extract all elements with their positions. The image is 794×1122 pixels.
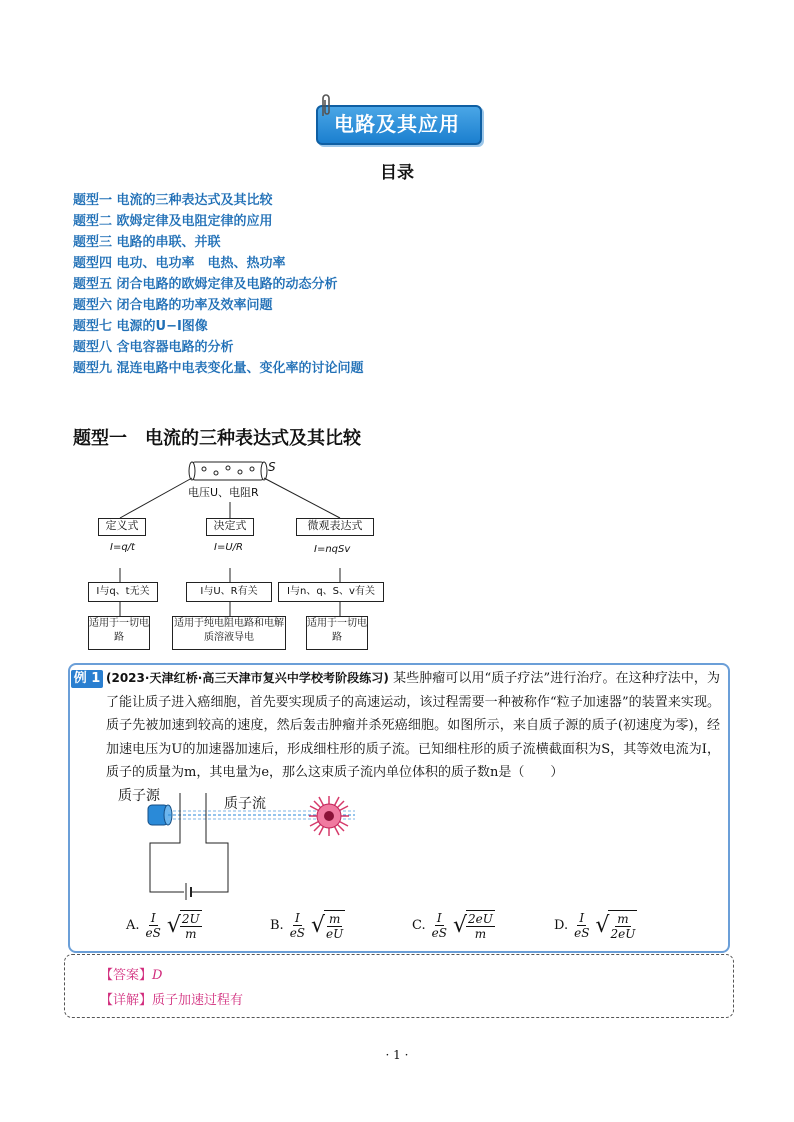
radicand-denominator: 2eU bbox=[610, 927, 636, 941]
toc-heading: 目录 bbox=[380, 163, 414, 183]
toc-item[interactable]: 题型九 混连电路中电表变化量、变化率的讨论问题 bbox=[73, 361, 364, 376]
answer-value: D bbox=[152, 968, 163, 983]
detail-label: 【详解】 bbox=[100, 993, 153, 1008]
toc-item[interactable]: 题型一 电流的三种表达式及其比较 bbox=[73, 193, 273, 208]
section-heading: 题型一 电流的三种表达式及其比较 bbox=[73, 428, 361, 449]
sqrt-expression bbox=[311, 910, 345, 941]
proton-accelerator-figure bbox=[110, 785, 390, 900]
denominator: eS bbox=[289, 926, 306, 940]
toc-item[interactable]: 题型五 闭合电路的欧姆定律及电路的动态分析 bbox=[73, 277, 338, 292]
detail-text: 质子加速过程有 bbox=[152, 993, 244, 1008]
numerator: I bbox=[579, 911, 585, 925]
relation-box: I与q、t无关 bbox=[88, 582, 158, 602]
page-title: 电路及其应用 bbox=[334, 112, 460, 136]
answer-options bbox=[126, 910, 726, 950]
toc-item[interactable]: 题型七 电源的U−I图像 bbox=[73, 319, 208, 334]
scope-box: 适用于纯电阻电路和电解质溶液导电 bbox=[172, 616, 286, 650]
relation-box: I与n、q、S、v有关 bbox=[278, 582, 384, 602]
option-letter: B. bbox=[270, 918, 284, 933]
determination-formula: I=U/R bbox=[214, 542, 243, 553]
page-number: · 1 · bbox=[385, 1048, 409, 1062]
radicand bbox=[466, 910, 495, 941]
radicand-denominator: eU bbox=[326, 927, 344, 941]
table-of-contents bbox=[73, 190, 573, 379]
option-c[interactable] bbox=[412, 910, 495, 941]
micro-expression-box: 微观表达式 bbox=[296, 518, 374, 536]
voltage-resistance-label: 电压U、电阻R bbox=[188, 486, 259, 499]
example-question bbox=[106, 667, 720, 785]
numerator: I bbox=[150, 911, 156, 925]
answer-box bbox=[64, 954, 734, 1018]
sqrt-expression bbox=[453, 910, 495, 941]
option-d[interactable] bbox=[554, 910, 637, 941]
micro-formula: I=nqSv bbox=[314, 544, 351, 555]
radicand-denominator: m bbox=[474, 927, 487, 941]
cross-section-label: S bbox=[268, 460, 276, 474]
scope-box: 适用于一切电路 bbox=[306, 616, 368, 650]
definition-box: 定义式 bbox=[98, 518, 146, 536]
toc-item[interactable]: 题型六 闭合电路的功率及效率问题 bbox=[73, 298, 273, 313]
detail-line bbox=[100, 989, 243, 1008]
option-fraction bbox=[572, 911, 591, 940]
radicand-numerator: 2U bbox=[181, 912, 200, 926]
toc-item[interactable]: 题型八 含电容器电路的分析 bbox=[73, 340, 234, 355]
sqrt-sign: √ bbox=[311, 912, 326, 938]
sqrt-sign: √ bbox=[166, 912, 181, 938]
relation-box: I与U、R有关 bbox=[186, 582, 272, 602]
example-tag: 例 1 bbox=[71, 670, 103, 688]
sqrt-expression bbox=[167, 910, 202, 941]
option-letter: A. bbox=[126, 918, 140, 933]
scope-box: 适用于一切电路 bbox=[88, 616, 150, 650]
denominator: eS bbox=[145, 926, 161, 940]
radicand-numerator: m bbox=[328, 912, 341, 926]
cancer-cell-icon bbox=[308, 795, 350, 837]
option-fraction bbox=[288, 911, 307, 940]
denominator: eS bbox=[431, 926, 447, 940]
option-letter: D. bbox=[554, 918, 569, 933]
sqrt-expression bbox=[595, 910, 637, 941]
radicand bbox=[324, 910, 345, 941]
answer-label: 【答案】 bbox=[100, 968, 153, 983]
option-fraction bbox=[144, 911, 163, 940]
option-b[interactable] bbox=[270, 910, 345, 941]
radicand bbox=[608, 910, 637, 941]
denominator: eS bbox=[574, 926, 590, 940]
current-expression-diagram bbox=[80, 458, 400, 654]
radicand bbox=[180, 910, 202, 941]
question-text: 某些肿瘤可以用“质子疗法”进行治疗。在这种疗法中，为了能让质子进入癌细胞，首先要实现质子的高速运动，该过程需要一种被称作“粒子加速器”的装置来实现。质子先被加速到较高的速度，然后轰击肿瘤并杀死癌细胞。如图所示，来自质子源的质子(初速度为零)，经加速电压为U的加速器加速后，形成细柱形的质子流。已知细柱形的质子流横截面积为S，其等效电流为I，质子的质量为m，其电量为e，那么这束质子流内单位体积的质子数n是（ ） bbox=[106, 671, 720, 780]
proton-beam-label: 质子流 bbox=[224, 796, 266, 812]
radicand-numerator: 2eU bbox=[467, 912, 493, 926]
toc-item[interactable]: 题型四 电功、电功率 电热、热功率 bbox=[73, 256, 286, 271]
option-fraction bbox=[430, 911, 449, 940]
answer-line bbox=[100, 964, 162, 983]
radicand-denominator: m bbox=[185, 927, 197, 941]
toc-item[interactable]: 题型三 电路的串联、并联 bbox=[73, 235, 221, 250]
proton-source-label: 质子源 bbox=[118, 788, 160, 804]
toc-item[interactable]: 题型二 欧姆定律及电阻定律的应用 bbox=[73, 214, 273, 229]
radicand-numerator: m bbox=[617, 912, 629, 926]
sqrt-sign: √ bbox=[452, 912, 467, 938]
question-source: (2023·天津红桥·高三天津市复兴中学校考阶段练习) bbox=[106, 671, 389, 685]
numerator: I bbox=[436, 911, 442, 925]
definition-formula: I=q/t bbox=[110, 542, 135, 553]
numerator: I bbox=[294, 911, 300, 925]
option-a[interactable] bbox=[126, 910, 202, 941]
determination-box: 决定式 bbox=[206, 518, 254, 536]
sqrt-sign: √ bbox=[595, 912, 610, 938]
option-letter: C. bbox=[412, 918, 426, 933]
